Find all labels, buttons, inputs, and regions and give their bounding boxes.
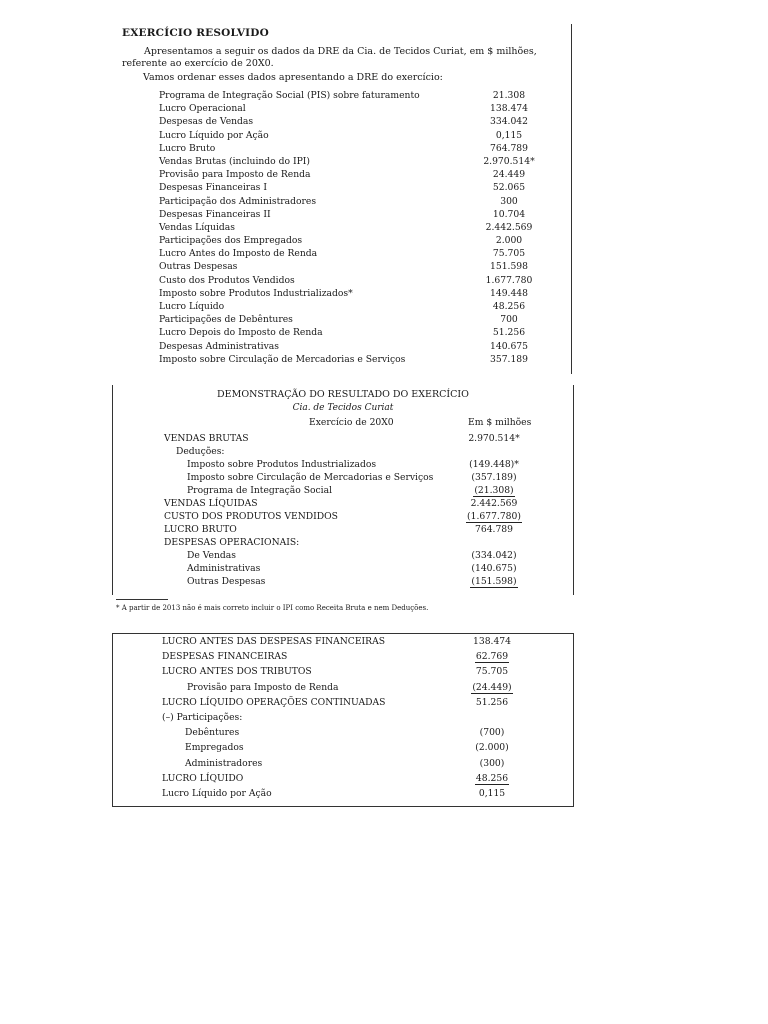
row-value: [454, 576, 534, 587]
row-value-text: 48.256: [492, 301, 526, 312]
row-value: [452, 727, 532, 738]
row-value-text: 2.970.514*: [483, 155, 535, 167]
row-value-text: (700): [479, 727, 505, 739]
exercise-intro: Apresentamos a seguir os dados da DRE da Cia. de Tecidos Curiat, em $ milhões, referente ao exercício de 20X0.: [122, 46, 537, 69]
row-label: Participações de Debêntures: [159, 314, 293, 326]
table-row: [164, 576, 534, 589]
row-label: De Vendas: [187, 550, 236, 561]
row-value-text: 151.598: [490, 261, 528, 273]
table-row: [164, 550, 534, 563]
row-value: [469, 248, 549, 259]
row-value: [469, 327, 549, 338]
row-label: (–) Participações:: [162, 711, 243, 723]
table-row: [162, 651, 532, 666]
row-label: Despesas Financeiras II: [159, 208, 271, 220]
row-label: Lucro Antes do Imposto de Renda: [159, 248, 318, 260]
table-row: [162, 682, 532, 697]
table-row: [159, 143, 549, 156]
row-value-text: 300: [500, 195, 518, 207]
row-value-text: 51.256: [475, 696, 509, 708]
row-value-text: 2.442.569: [470, 498, 518, 509]
row-value: [469, 156, 549, 167]
row-label: DESPESAS OPERACIONAIS:: [164, 537, 300, 548]
row-value-text: 334.042: [490, 116, 528, 128]
row-value-text: (357.189): [471, 472, 517, 483]
row-label: Participação dos Administradores: [159, 195, 317, 207]
table-row: [164, 524, 534, 537]
table-row: [164, 537, 534, 550]
row-label: LUCRO ANTES DAS DESPESAS FINANCEIRAS: [162, 636, 386, 647]
row-label: Custo dos Produtos Vendidos: [159, 274, 295, 286]
row-label: VENDAS BRUTAS: [164, 433, 249, 444]
row-label: Administrativas: [187, 563, 261, 574]
row-value: [469, 354, 549, 365]
table-row: [159, 182, 549, 195]
row-label: Imposto sobre Produtos Industrializados*: [159, 287, 353, 299]
table-row: [162, 788, 532, 803]
row-value: [452, 773, 532, 784]
table-row: [159, 275, 549, 288]
row-label: Imposto sobre Produtos Industrializados: [187, 459, 377, 470]
row-label: Participações dos Empregados: [159, 235, 303, 247]
row-value: [454, 563, 534, 574]
row-value-text: 138.474: [490, 103, 528, 115]
row-value-text: 700: [500, 314, 518, 326]
row-label: Vendas Brutas (incluindo do IPI): [159, 155, 310, 167]
row-label: Programa de Integração Social (PIS) sobre faturamento: [159, 90, 420, 101]
row-value-text: 149.448: [490, 287, 528, 299]
row-label: Administradores: [185, 757, 263, 769]
table-row: [159, 235, 549, 248]
row-label: Deduções:: [176, 446, 225, 457]
row-label: Programa de Integração Social: [187, 485, 333, 496]
row-value: [454, 511, 534, 522]
row-value: [469, 130, 549, 141]
row-value-text: 357.189: [490, 353, 528, 365]
table-row: [162, 697, 532, 712]
row-value-text: 2.442.569: [485, 221, 533, 233]
row-label: Outras Despesas: [187, 576, 266, 587]
row-value-text: 764.789: [475, 524, 513, 535]
row-value: [454, 524, 534, 535]
table-row: [164, 433, 534, 446]
row-value: [469, 196, 549, 207]
row-value: [469, 169, 549, 180]
row-value: [469, 314, 549, 325]
row-value: [469, 261, 549, 272]
row-label: Lucro Bruto: [159, 142, 216, 154]
table-row: [159, 156, 549, 169]
table-row: [164, 485, 534, 498]
row-value-text: 0,115: [478, 787, 506, 799]
row-label: Lucro Líquido: [159, 301, 225, 312]
exercise-section: [112, 24, 572, 374]
row-label: LUCRO LÍQUIDO: [162, 772, 244, 784]
row-value-text: 52.065: [492, 182, 526, 194]
dre-rows: [164, 433, 534, 589]
dre-unit: Em $ milhões: [468, 417, 532, 428]
row-label: VENDAS LÍQUIDAS: [164, 498, 258, 509]
row-label: Imposto sobre Circulação de Mercadorias e Serviços: [159, 353, 406, 365]
row-label: LUCRO BRUTO: [164, 524, 237, 535]
row-value: [469, 116, 549, 127]
exercise-items-list: [159, 90, 549, 367]
exercise-instruction: Vamos ordenar esses dados apresentando a DRE do exercício:: [143, 72, 443, 83]
row-label: LUCRO LÍQUIDO OPERAÇÕES CONTINUADAS: [162, 696, 386, 708]
exercise-title: EXERCÍCIO RESOLVIDO: [122, 27, 269, 39]
row-value-text: (300): [479, 757, 505, 769]
table-row: [164, 498, 534, 511]
row-value: [452, 758, 532, 769]
row-value: [454, 485, 534, 496]
table-row: [164, 563, 534, 576]
row-value-text: (24.449): [472, 681, 512, 693]
table-row: [162, 758, 532, 773]
row-value: [469, 301, 549, 312]
table-row: [164, 446, 534, 459]
row-label: CUSTO DOS PRODUTOS VENDIDOS: [164, 511, 338, 522]
row-value: [469, 235, 549, 246]
table-row: [159, 196, 549, 209]
row-label: Despesas de Vendas: [159, 116, 254, 128]
table-row: [159, 261, 549, 274]
row-value-text: 2.970.514*: [468, 433, 520, 444]
row-value-text: (21.308): [474, 485, 514, 496]
row-value-text: 2.000: [495, 235, 523, 247]
row-value-text: (151.598): [471, 576, 517, 587]
row-label: Lucro Líquido por Ação: [162, 787, 272, 799]
row-value: [452, 697, 532, 708]
row-value: [454, 459, 534, 470]
row-label: Provisão para Imposto de Renda: [159, 169, 311, 181]
table-row: [159, 288, 549, 301]
row-label: Vendas Líquidas: [159, 221, 235, 233]
row-value: [452, 666, 532, 677]
row-label: LUCRO ANTES DOS TRIBUTOS: [162, 666, 312, 678]
table-row: [162, 712, 532, 727]
row-label: Empregados: [185, 742, 244, 754]
row-value: [469, 222, 549, 233]
row-value: [469, 143, 549, 154]
table-row: [159, 354, 549, 367]
row-value: [454, 498, 534, 509]
row-value-text: 1.677.780: [485, 274, 533, 286]
row-label: Lucro Operacional: [159, 103, 246, 115]
row-value-text: (334.042): [471, 550, 517, 561]
row-value-text: 764.789: [490, 142, 528, 154]
table-row: [159, 169, 549, 182]
row-value-text: 138.474: [473, 636, 511, 647]
row-value: [469, 275, 549, 286]
table-row: [162, 727, 532, 742]
table-row: [164, 459, 534, 472]
row-value-text: 62.769: [475, 651, 509, 663]
table-row: [159, 327, 549, 340]
row-value-text: (1.677.780): [467, 511, 521, 522]
row-value: [469, 209, 549, 220]
table-row: [162, 666, 532, 681]
table-row: [159, 222, 549, 235]
row-value: [454, 472, 534, 483]
row-value: [454, 550, 534, 561]
row-label: Provisão para Imposto de Renda: [187, 681, 339, 693]
row-value: [454, 433, 534, 444]
row-label: Imposto sobre Circulação de Mercadorias e Serviços: [187, 472, 434, 483]
table-row: [159, 90, 549, 103]
row-label: Despesas Financeiras I: [159, 182, 267, 194]
table-row: [159, 314, 549, 327]
row-value-text: 48.256: [475, 772, 509, 784]
footnote-divider: [116, 599, 168, 600]
row-value-text: (2.000): [475, 742, 509, 754]
dre-title: DEMONSTRAÇÃO DO RESULTADO DO EXERCÍCIO: [217, 389, 469, 400]
table-row: [159, 301, 549, 314]
row-label: Lucro Líquido por Ação: [159, 129, 269, 141]
row-value: [452, 651, 532, 662]
table-row: [159, 248, 549, 261]
row-value-text: (149.448)*: [469, 459, 519, 470]
row-label: Despesas Administrativas: [159, 340, 279, 352]
dre-section: [112, 385, 574, 595]
dre-company: Cia. de Tecidos Curiat: [292, 403, 394, 413]
row-value: [469, 182, 549, 193]
table-row: [159, 130, 549, 143]
table-row: [159, 116, 549, 129]
row-value: [469, 90, 549, 101]
table-row: [159, 341, 549, 354]
footnote: * A partir de 2013 não é mais correto incluir o IPI como Receita Bruta e nem Deduções.: [116, 604, 429, 612]
dre-period: Exercício de 20X0: [309, 417, 394, 428]
row-value: [452, 742, 532, 753]
row-label: Outras Despesas: [159, 261, 238, 273]
table-row: [162, 773, 532, 788]
row-value-text: 51.256: [492, 327, 526, 339]
row-value-text: 0,115: [495, 129, 523, 141]
row-label: Lucro Depois do Imposto de Renda: [159, 327, 323, 339]
dre-continuation-rows: [162, 636, 532, 803]
row-label: DESPESAS FINANCEIRAS: [162, 651, 288, 663]
table-row: [159, 209, 549, 222]
row-value: [469, 103, 549, 114]
row-value-text: (140.675): [471, 563, 517, 574]
row-value-text: 75.705: [475, 666, 509, 678]
row-value-text: 140.675: [490, 340, 528, 352]
row-value-text: 24.449: [492, 169, 526, 181]
table-row: [162, 742, 532, 757]
table-row: [164, 472, 534, 485]
row-value-text: 21.308: [492, 90, 526, 101]
table-row: [164, 511, 534, 524]
row-value-text: 75.705: [492, 248, 526, 260]
table-row: [159, 103, 549, 116]
dre-continuation-section: [112, 633, 574, 807]
table-row: [162, 636, 532, 651]
row-value: [452, 788, 532, 799]
row-value: [469, 288, 549, 299]
row-label: Debêntures: [185, 727, 240, 739]
row-value: [452, 636, 532, 647]
row-value-text: 10.704: [492, 208, 526, 220]
row-value: [452, 682, 532, 693]
row-value: [469, 341, 549, 352]
